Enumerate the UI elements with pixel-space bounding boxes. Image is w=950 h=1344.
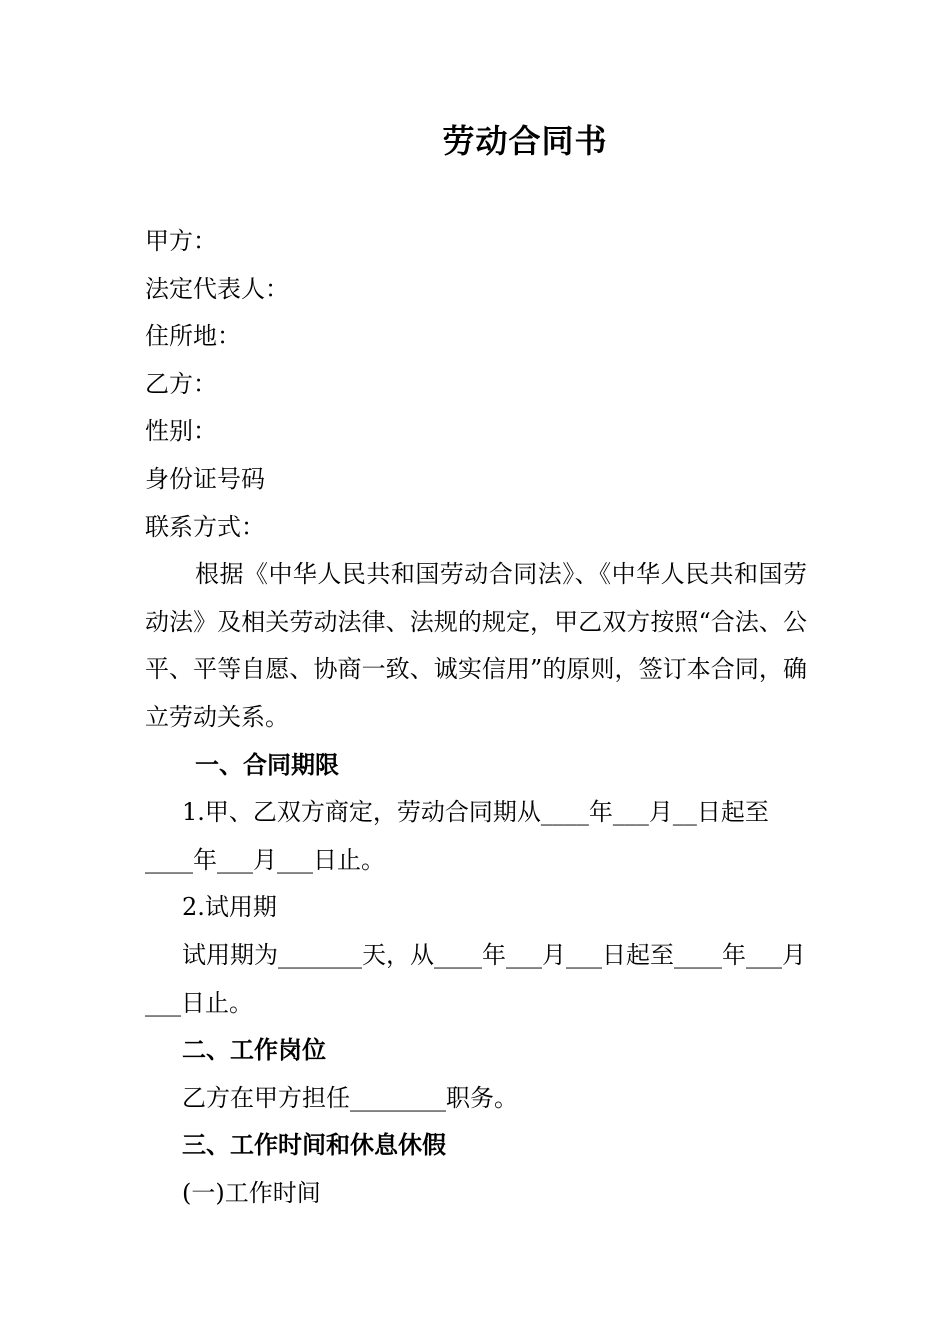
document-body [145,218,807,1217]
section-heading-position: 二、工作岗位 [182,1036,326,1065]
field-party-b: 乙方： [145,369,217,398]
section-heading-working-time: 三、工作时间和休息休假 [182,1131,446,1160]
position-text: 乙方在甲方担任________职务。 [182,1083,518,1112]
field-contact: 联系方式： [145,512,265,541]
field-party-a: 甲方： [145,227,217,255]
term-item-2-label: 2.试用期 [182,893,277,922]
field-address: 住所地： [145,322,241,351]
preamble-paragraph: 根据《中华人民共和国劳动合同法》、《中华人民共和国劳动法》及相关劳动法律、法规的规定，甲乙双方按照“合法、公平、平等自愿、协商一致、诚实信用”的原则，签订本合同，确立劳动关系。 [145,560,807,731]
field-id-number: 身份证号码 [145,464,265,493]
field-legal-representative: 法定代表人： [145,274,289,303]
field-gender: 性别： [145,417,217,446]
section-heading-term: 一、合同期限 [195,750,339,779]
working-time-sub-heading: (一)工作时间 [182,1178,321,1207]
term-item-2-text: 试用期为_______天，从____年___月___日起至____年___月___日止。 [145,940,806,1017]
document-title: 劳动合同书 [442,122,608,160]
term-item-1: 1.甲、乙双方商定，劳动合同期从____年___月__日起至____年___月___日止。 [145,798,769,874]
